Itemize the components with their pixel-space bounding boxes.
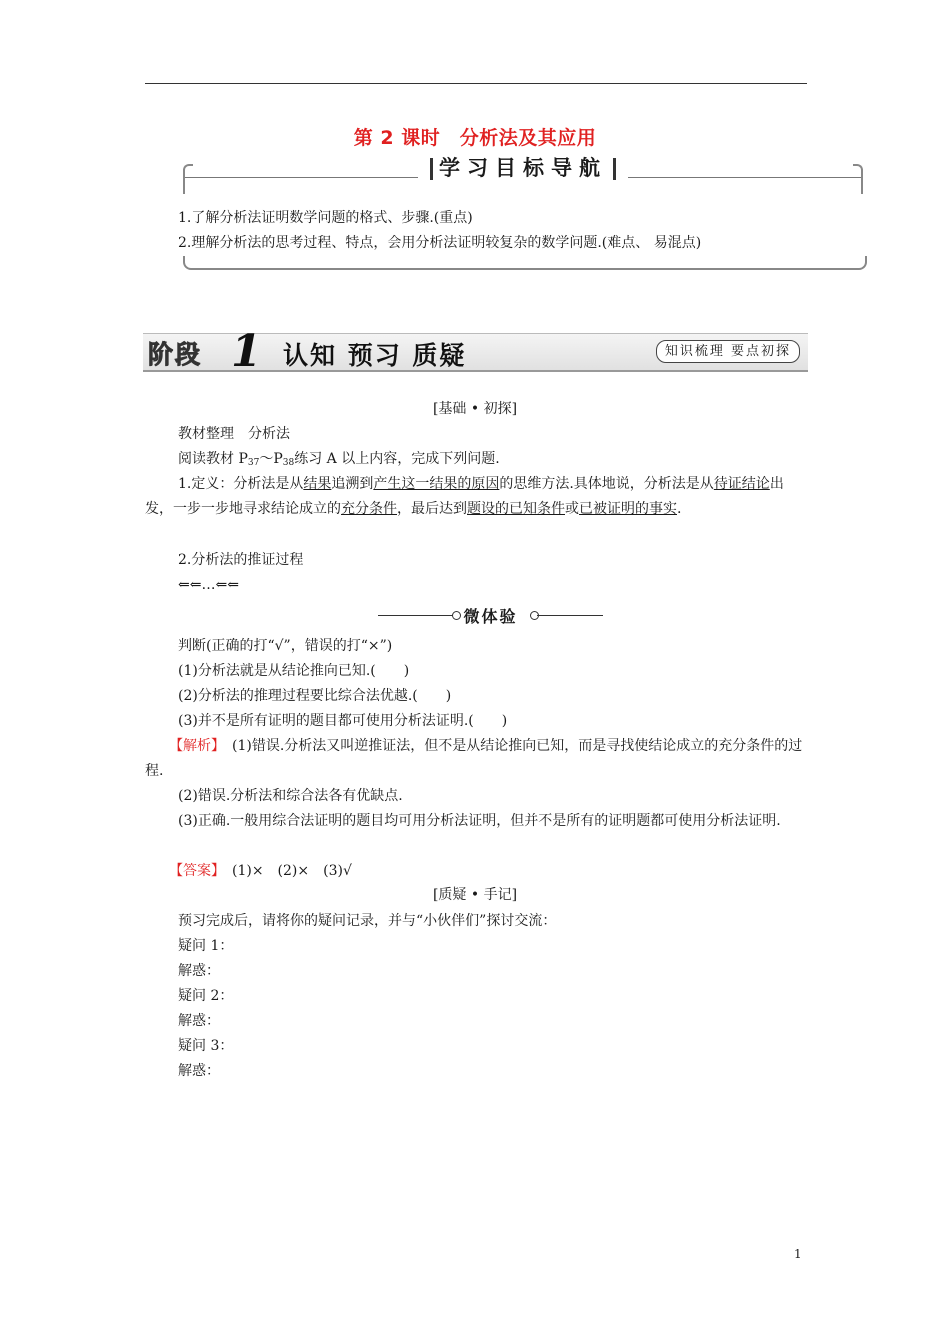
top-rule: [145, 83, 807, 84]
stage-number: 1: [231, 326, 262, 377]
learning-goals-banner: [183, 152, 863, 194]
banner-title: 学习目标导航: [418, 152, 628, 182]
question-item: (2)分析法的推理过程要比综合法优越.( ): [178, 688, 452, 704]
stage-banner: [143, 326, 808, 377]
analysis-paragraph: 【解析】 (1)错误.分析法又叫逆推证法，但不是从结论推向已知，而是寻找使结论成立的充分条件的过程.: [145, 738, 803, 779]
micro-title: 微体验: [463, 607, 518, 626]
answer-line: 【答案】 (1)× (2)× (3)√: [169, 863, 352, 879]
process-title: 2.分析法的推证过程: [178, 552, 304, 568]
question-item: (3)并不是所有证明的题目都可使用分析法证明.( ): [178, 713, 508, 729]
notes-intro: 预习完成后，请将你的疑问记录，并与“小伙伴们”探讨交流：: [178, 913, 557, 929]
answer-3-label: 解惑：: [178, 1063, 220, 1079]
question-1-label: 疑问 1：: [178, 938, 234, 954]
goal-item: 1.了解分析法证明数学问题的格式、步骤.(重点): [178, 210, 473, 226]
analysis-line: (2)错误.分析法和综合法各有优缺点.: [178, 788, 403, 804]
section-header-basics: [基础 • 初探]: [432, 401, 518, 417]
divider-line: [537, 615, 603, 616]
answer-2-label: 解惑：: [178, 1013, 220, 1029]
lesson-title: 第 2 课时 分析法及其应用: [353, 127, 597, 149]
reading-instruction: 阅读教材 $P_{37}\sim P_{38}$练习 A 以上内容，完成下列问题.: [178, 451, 500, 468]
process-arrows: ⇐⇐…⇐⇐: [178, 577, 239, 593]
micro-experience-header: [378, 604, 603, 628]
goal-item: 2.理解分析法的思考过程、特点，会用分析法证明较复杂的数学问题.(难点、 易混点): [178, 235, 702, 251]
question-3-label: 疑问 3：: [178, 1038, 234, 1054]
judge-prompt: 判断(正确的打“√”，错误的打“×”): [178, 638, 393, 654]
stage-tag: 知识梳理 要点初探: [656, 340, 800, 363]
topic-line: 教材整理 分析法: [178, 426, 290, 442]
answer-1-label: 解惑：: [178, 963, 220, 979]
stage-title: 认知 预习 质疑: [283, 341, 467, 370]
answer-label: 【答案】: [169, 863, 218, 879]
section-header-notes: [质疑 • 手记]: [432, 887, 518, 903]
analysis-label: 【解析】: [169, 738, 218, 754]
page-number: 1: [794, 1247, 802, 1261]
stage-label: 阶段: [148, 340, 203, 369]
definition-paragraph: 1.定义：分析法是从结果追溯到产生这一结果的原因的思维方法.具体地说，分析法是从待证结论出发，一步一步地寻求结论成立的充分条件，最后达到题设的已知条件或已被证明的事实.: [145, 476, 784, 517]
banner-hook-left: [183, 164, 193, 194]
question-2-label: 疑问 2：: [178, 988, 234, 1004]
analysis-line: (3)正确.一般用综合法证明的题目均可用分析法证明，但并不是所有的证明题都可使用分析法证明.: [178, 813, 781, 829]
goals-box-bottom: [183, 256, 867, 270]
question-item: (1)分析法就是从结论推向已知.( ): [178, 663, 410, 679]
banner-hook-right: [853, 164, 863, 194]
learning-goals-list: [178, 206, 701, 256]
